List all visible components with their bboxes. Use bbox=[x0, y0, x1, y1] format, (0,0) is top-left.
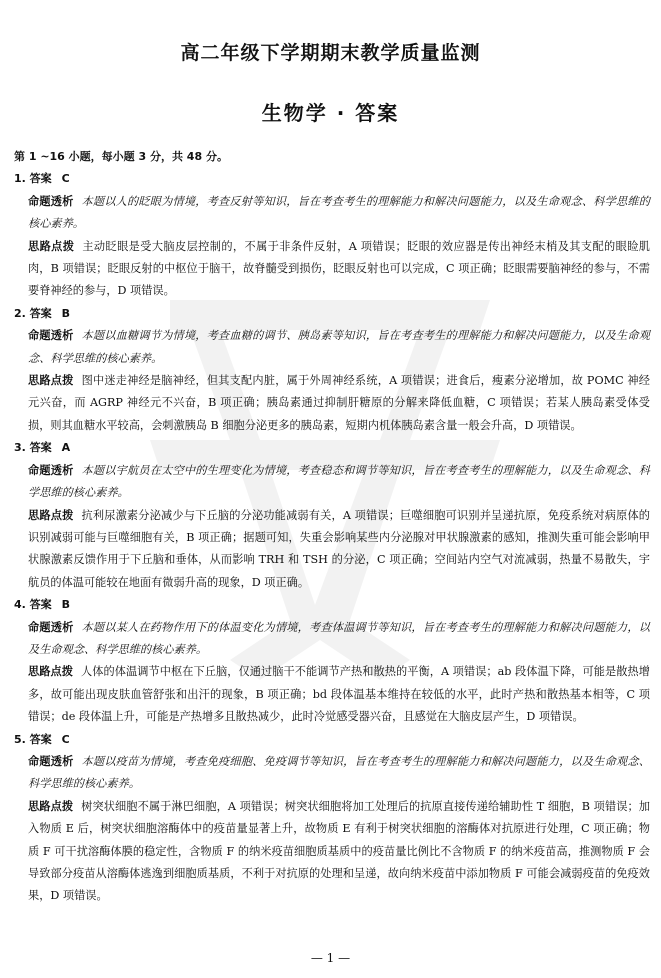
question-block-3 bbox=[14, 437, 650, 594]
page-subtitle: 生物学 · 答案 bbox=[261, 101, 400, 125]
question-block-4 bbox=[14, 594, 650, 728]
question-number: 2. 答案 bbox=[14, 306, 52, 320]
intent-label: 命题透析 bbox=[28, 194, 74, 208]
intent-text: 本题以某人在药物作用下的体温变化为情境，考查体温调节等知识，旨在考查考生的理解能力和解决问题能力，以及生命观念、科学思维的核心素养。 bbox=[28, 620, 650, 656]
tip-paragraph bbox=[14, 236, 650, 303]
tip-text: 图中迷走神经是脑神经，但其支配内脏，属于外周神经系统，A 项错误；进食后，瘦素分泌增加，故 POMC 神经元兴奋，而 AGRP 神经元不兴奋，B 项正确；胰岛素通过抑制肝糖原的分解来降低血糖，C 项错误；若某人胰岛素受体受损，则其血糖水平较高，会刺激胰岛 B 细胞分泌更多的胰岛素，短期内机体胰岛素含量一般会升高，D 项错误。 bbox=[28, 374, 650, 432]
question-answer: C bbox=[61, 172, 70, 186]
intent-text: 本题以宇航员在太空中的生理变化为情境，考查稳态和调节等知识，旨在考查考生的理解能力，以及生命观念、科学思维的核心素养。 bbox=[28, 463, 650, 500]
question-answer: B bbox=[61, 598, 71, 612]
tip-text: 人体的体温调节中枢在下丘脑，仅通过脑干不能调节产热和散热的平衡，A 项错误；ab 段体温下降，可能是散热增多，故可能出现皮肤血管舒张和出汗的现象，B 项正确；bd 段体温基本维持在较低的水平，此时产热和散热基本相等，C 项错误；de 段体温上升，可能是产热增多且散热减少，此时冷觉感受器兴奋，且感觉在大脑皮层产生，D 项错误。 bbox=[28, 665, 650, 724]
question-number: 4. 答案 bbox=[14, 598, 52, 612]
tip-label: 思路点拨 bbox=[28, 374, 74, 388]
intent-text: 本题以疫苗为情境，考查免疫细胞、免疫调节等知识，旨在考查考生的理解能力和解决问题能力，以及生命观念、科学思维的核心素养。 bbox=[28, 754, 650, 791]
page-title: 高二年级下学期期末教学质量监测 bbox=[180, 42, 481, 64]
intent-label: 命题透析 bbox=[28, 329, 74, 343]
question-answer: C bbox=[61, 732, 70, 746]
question-header bbox=[14, 729, 650, 751]
tip-text: 抗利尿激素分泌减少与下丘脑的分泌功能减弱有关，A 项错误；巨噬细胞可识别并呈递抗原，免疫系统对病原体的识别减弱可能与巨噬细胞有关，B 项正确；据题可知，失重会影响某些内分泌腺对甲状腺激素的感知，推测失重可能会影响甲状腺激素反馈作用于下丘脑和垂体，从而影响 TRH 和 TSH 的分泌，C 项正确；空间站内空气对流减弱，热量不易散失，宇航员的体温可能较在地面有微弱升高的现象，D 项正确。 bbox=[28, 508, 650, 589]
intent-label: 命题透析 bbox=[28, 754, 74, 768]
intent-text: 本题以血糖调节为情境，考查血糖的调节、胰岛素等知识，旨在考查考生的理解能力和解决问题能力，以及生命观念、科学思维的核心素养。 bbox=[28, 329, 650, 365]
tip-paragraph bbox=[14, 796, 650, 908]
tip-text: 主动眨眼是受大脑皮层控制的，不属于非条件反射，A 项错误；眨眼的效应器是传出神经末梢及其支配的眼睑肌肉，B 项错误；眨眼反射的中枢位于脑干，故脊髓受到损伤，眨眼反射也可以完成，C 项正确；眨眼需要脑神经的参与，不需要脊神经的参与，D 项错误。 bbox=[28, 239, 650, 298]
question-header bbox=[14, 594, 650, 616]
intent-paragraph bbox=[14, 191, 650, 236]
question-block-1 bbox=[14, 168, 650, 302]
question-header bbox=[14, 437, 650, 459]
intent-paragraph bbox=[14, 751, 650, 796]
question-block-2 bbox=[14, 303, 650, 437]
intent-label: 命题透析 bbox=[28, 463, 74, 477]
tip-paragraph bbox=[14, 661, 650, 728]
question-number: 5. 答案 bbox=[14, 732, 52, 746]
tip-label: 思路点拨 bbox=[28, 508, 74, 522]
intent-paragraph bbox=[14, 325, 650, 370]
intent-paragraph bbox=[14, 460, 650, 505]
question-answer: A bbox=[61, 441, 71, 455]
tip-label: 思路点拨 bbox=[28, 799, 74, 813]
intent-label: 命题透析 bbox=[28, 620, 74, 634]
tip-paragraph bbox=[14, 370, 650, 437]
question-header bbox=[14, 303, 650, 325]
question-answer: B bbox=[61, 306, 71, 320]
intent-paragraph bbox=[14, 617, 650, 662]
tip-paragraph bbox=[14, 505, 650, 595]
question-block-5 bbox=[14, 729, 650, 908]
question-number: 1. 答案 bbox=[14, 172, 52, 186]
tip-label: 思路点拨 bbox=[28, 239, 75, 253]
question-header bbox=[14, 168, 650, 190]
answer-content bbox=[14, 146, 650, 908]
question-number: 3. 答案 bbox=[14, 441, 52, 455]
intent-text: 本题以人的眨眼为情境，考查反射等知识，旨在考查考生的理解能力和解决问题能力，以及生命观念、科学思维的核心素养。 bbox=[28, 194, 650, 231]
tip-text: 树突状细胞不属于淋巴细胞，A 项错误；树突状细胞将加工处理后的抗原直接传递给辅助性 T 细胞，B 项错误；加入物质 E 后，树突状细胞溶酶体中的疫苗量显著上升，故物质 E 有利于树突状细胞的溶酶体对抗原进行处理，C 项正确；物质 F 可干扰溶酶体膜的稳定性，含物质 F 的纳米疫苗细胞质基质中的疫苗量比例比不含物质 F 的纳米疫苗高，推测物质 F 会导致部分疫苗从溶酶体逃逸到细胞质基质，不利于对抗原的处理和呈递，故向纳米疫苗中添加物质 F 可能会减弱疫苗的免疫效果，D 项错误。 bbox=[28, 799, 650, 903]
section-note: 第 1 ~16 小题，每小题 3 分，共 48 分。 bbox=[14, 150, 228, 163]
page-number: — 1 — bbox=[310, 951, 351, 965]
tip-label: 思路点拨 bbox=[28, 665, 73, 679]
